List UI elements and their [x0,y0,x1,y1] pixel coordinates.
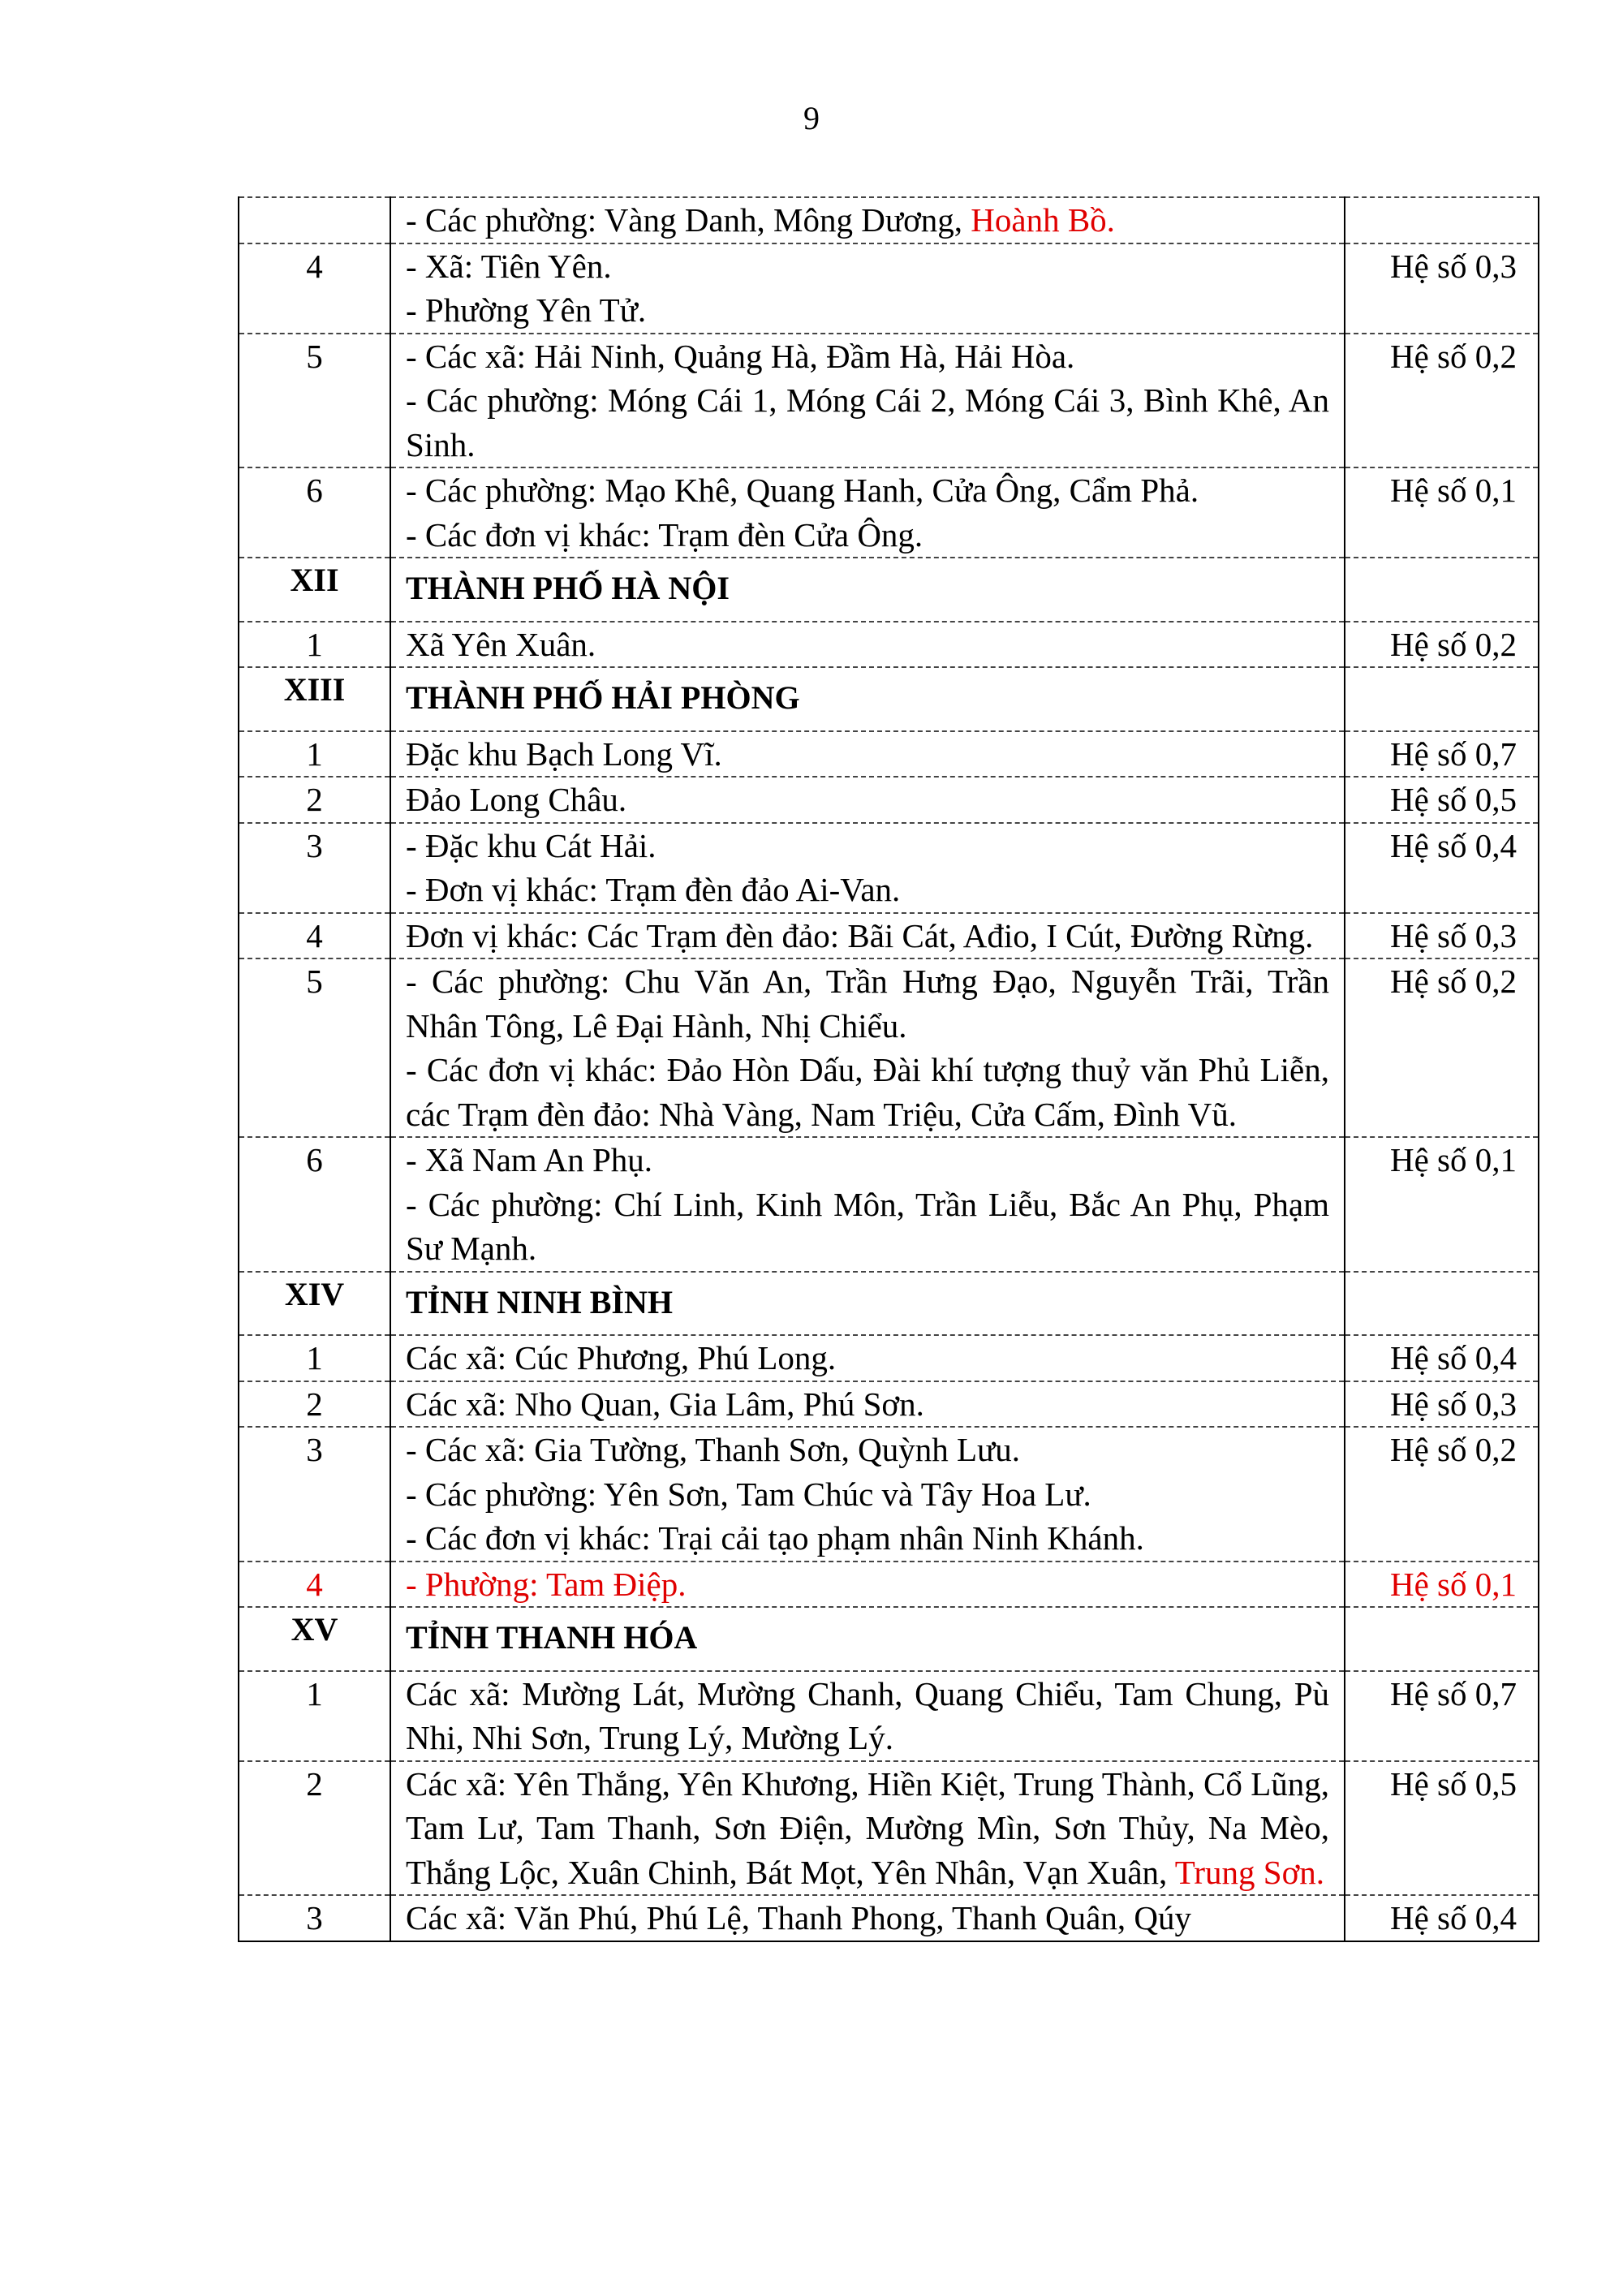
row-number: 2 [239,1381,390,1428]
description-line [406,1182,1329,1271]
section-row [239,667,1539,731]
row-description [390,1562,1345,1608]
description-line [406,198,1329,243]
section-row [239,558,1539,622]
section-number: XIV [239,1272,390,1336]
row-description [390,1895,1345,1941]
text-segment: - Các đơn vị khác: Trạm đèn Cửa Ông. [406,515,923,554]
text-segment: Các xã: Văn Phú, Phú Lệ, Thanh Phong, Thanh Quân, Qúy [406,1899,1191,1936]
coefficient-value: Hệ số 0,5 [1345,777,1539,823]
row-description [390,1137,1345,1272]
coefficient-table [238,196,1539,1942]
row-description [390,913,1345,959]
row-number: 5 [239,334,390,468]
description-line [406,914,1329,958]
table-row [239,958,1539,1137]
coefficient-value: Hệ số 0,3 [1345,913,1539,959]
text-segment: Các xã: Nho Quan, Gia Lâm, Phú Sơn. [406,1385,924,1423]
coefficient-value: Hệ số 0,3 [1345,1381,1539,1428]
row-number: 3 [239,823,390,913]
description-line [406,1762,1329,1895]
description-line [406,1472,1329,1517]
description-line [406,868,1329,912]
coefficient-value: Hệ số 0,1 [1345,1137,1539,1272]
description-line [406,244,1329,289]
text-segment: - Đơn vị khác: Trạm đèn đảo Ai-Van. [406,871,901,908]
text-segment: Đơn vị khác: Các Trạm đèn đảo: Bãi Cát, Ađio, I Cút, Đường Rừng. [406,916,1314,954]
row-number: 3 [239,1895,390,1941]
highlighted-text: Hoành Bồ. [971,201,1115,239]
text-segment: Các xã: Mường Lát, Mường Chanh, Quang Chiểu, Tam Chung, Pù Nhi, Nhi Sơn, Trung Lý, Mường Lý. [406,1674,1329,1756]
table-row [239,1381,1539,1428]
table-row [239,777,1539,823]
table-row [239,334,1539,468]
table-row [239,1562,1539,1608]
row-description [390,1761,1345,1896]
text-segment: Các xã: Yên Thắng, Yên Khương, Hiền Kiệt, Trung Thành, Cổ Lũng, Tam Lư, Tam Thanh, Sơn Điện, Mường Mìn, Sơn Thủy, Na Mèo, Thắng Lộc, Xuân Chinh, Bát Mọt, Yên Nhân, Vạn Xuân, [406,1764,1329,1891]
table-row [239,1427,1539,1562]
section-title: THÀNH PHỐ HẢI PHÒNG [390,667,1345,731]
highlighted-text: - Phường: Tam Điệp. [406,1565,687,1603]
table-row [239,1761,1539,1896]
coefficient-value [1345,197,1539,243]
text-segment: - Các xã: Hải Ninh, Quảng Hà, Đầm Hà, Hải Hòa. [406,337,1075,375]
table-row [239,913,1539,959]
row-description [390,1335,1345,1381]
row-description [390,197,1345,243]
description-line [406,1048,1329,1136]
section-title: TỈNH THANH HÓA [390,1607,1345,1671]
coefficient-value: Hệ số 0,1 [1345,1562,1539,1608]
row-description [390,334,1345,468]
page-number: 9 [803,100,820,136]
description-line [406,468,1329,513]
description-line [406,732,1329,777]
text-segment: Xã Yên Xuân. [406,625,596,663]
row-number: 1 [239,1335,390,1381]
row-number: 5 [239,958,390,1137]
coefficient-value: Hệ số 0,1 [1345,467,1539,558]
text-segment: - Phường Yên Tử. [406,291,647,329]
table-row [239,243,1539,334]
row-number: 4 [239,913,390,959]
row-description [390,1381,1345,1428]
coefficient-value: Hệ số 0,4 [1345,1335,1539,1381]
section-number: XIII [239,667,390,731]
row-number: 4 [239,243,390,334]
section-number: XII [239,558,390,622]
coefficient-value: Hệ số 0,7 [1345,1671,1539,1761]
description-line [406,622,1329,667]
table-row [239,197,1539,243]
coefficient-value [1345,667,1539,731]
row-number: 1 [239,1671,390,1761]
coefficient-value: Hệ số 0,2 [1345,958,1539,1137]
description-line [406,1896,1329,1941]
description-line [406,1138,1329,1182]
description-line [406,824,1329,868]
row-number: 2 [239,1761,390,1896]
row-description [390,622,1345,668]
text-segment: - Xã: Tiên Yên. [406,247,612,285]
text-segment: - Các phường: Chu Văn An, Trần Hưng Đạo, Nguyễn Trãi, Trần Nhân Tông, Lê Đại Hành, Nhị Chiểu. [406,963,1329,1045]
table-body [239,197,1539,1941]
description-line [406,1428,1329,1472]
row-description [390,958,1345,1137]
description-line [406,378,1329,467]
text-segment: - Xã Nam An Phụ. [406,1141,653,1178]
description-line [406,959,1329,1048]
table-row [239,1895,1539,1941]
coefficient-value: Hệ số 0,2 [1345,334,1539,468]
coefficient-value: Hệ số 0,4 [1345,1895,1539,1941]
row-number: 6 [239,1137,390,1272]
text-segment: - Các phường: Mạo Khê, Quang Hanh, Cửa Ông, Cẩm Phả. [406,472,1199,509]
text-segment: - Các xã: Gia Tường, Thanh Sơn, Quỳnh Lưu. [406,1431,1020,1468]
coefficient-value: Hệ số 0,4 [1345,823,1539,913]
row-description [390,1427,1345,1562]
coefficient-value [1345,1272,1539,1336]
row-number: 1 [239,731,390,778]
section-row [239,1272,1539,1336]
row-description [390,467,1345,558]
text-segment: Đặc khu Bạch Long Vĩ. [406,734,722,773]
text-segment: - Các đơn vị khác: Đảo Hòn Dấu, Đài khí tượng thuỷ văn Phủ Liễn, các Trạm đèn đảo: Nhà Vàng, Nam Triệu, Cửa Cấm, Đình Vũ. [406,1051,1329,1133]
text-segment: - Các đơn vị khác: Trại cải tạo phạm nhân Ninh Khánh. [406,1519,1144,1557]
row-description [390,823,1345,913]
row-number: 4 [239,1562,390,1608]
table-row [239,823,1539,913]
description-line [406,1562,1329,1607]
table-row [239,1335,1539,1381]
section-number: XV [239,1607,390,1671]
coefficient-value: Hệ số 0,3 [1345,243,1539,334]
description-line [406,1382,1329,1427]
row-number: 3 [239,1427,390,1562]
row-description [390,1671,1345,1761]
description-line [406,1516,1329,1561]
text-segment: Các xã: Cúc Phương, Phú Long. [406,1339,837,1376]
section-row [239,1607,1539,1671]
section-title: TỈNH NINH BÌNH [390,1272,1345,1336]
description-line [406,778,1329,822]
coefficient-value: Hệ số 0,2 [1345,1427,1539,1562]
row-description [390,243,1345,334]
description-line [406,513,1329,558]
section-title: THÀNH PHỐ HÀ NỘI [390,558,1345,622]
text-segment: - Các phường: Vàng Danh, Mông Dương, [406,201,971,239]
highlighted-text: Trung Sơn. [1174,1853,1325,1891]
description-line [406,334,1329,379]
table-row [239,622,1539,668]
row-number: 6 [239,467,390,558]
row-number: 1 [239,622,390,668]
coefficient-value: Hệ số 0,2 [1345,622,1539,668]
table-row [239,467,1539,558]
table-row [239,1137,1539,1272]
text-segment: - Các phường: Yên Sơn, Tam Chúc và Tây Hoa Lư. [406,1475,1091,1513]
coefficient-value: Hệ số 0,7 [1345,731,1539,778]
coefficient-value [1345,1607,1539,1671]
text-segment: Đảo Long Châu. [406,781,627,818]
text-segment: - Các phường: Chí Linh, Kinh Môn, Trần Liễu, Bắc An Phụ, Phạm Sư Mạnh. [406,1185,1329,1267]
description-line [406,1672,1329,1760]
row-description [390,777,1345,823]
description-line [406,288,1329,333]
table-row [239,1671,1539,1761]
table-row [239,731,1539,778]
row-description [390,731,1345,778]
description-line [406,1336,1329,1381]
text-segment: - Đặc khu Cát Hải. [406,826,657,864]
row-number: 2 [239,777,390,823]
row-number [239,197,390,243]
text-segment: - Các phường: Móng Cái 1, Móng Cái 2, Móng Cái 3, Bình Khê, An Sinh. [406,381,1329,463]
coefficient-value [1345,558,1539,622]
coefficient-value: Hệ số 0,5 [1345,1761,1539,1896]
